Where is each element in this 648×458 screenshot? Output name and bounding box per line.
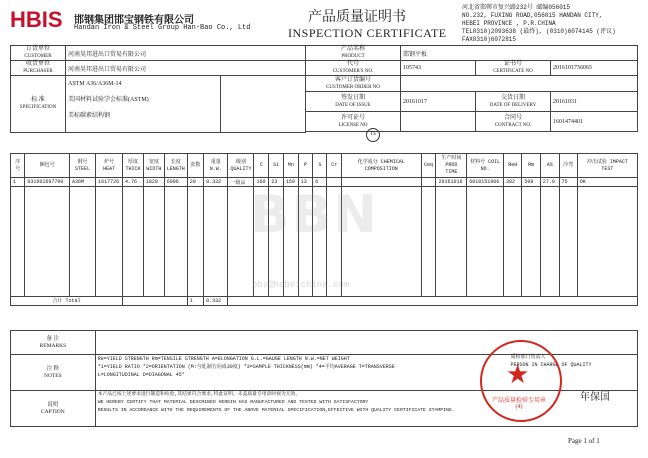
cell-p: 13 [298,178,313,187]
caption-line-1: 本产品已按上述要求进行制造和检验,其结果符合要求,特此证明。未盖质量专用章时视为无效。 [97,392,301,397]
cell-reh: 382 [504,178,522,187]
product-label: 产品名称 PRODUCT [306,46,401,61]
watermark-url: bbs@hebeichina.com [252,280,350,290]
th-pieces: 张数 [187,154,203,178]
hbis-logo [10,8,68,32]
cell-steel: A36M [69,178,95,187]
address-line-1: 河北省邯郸市复兴路232号 邮编056015 [462,4,571,11]
cell-s: 6 [313,178,327,187]
ts-mark: TS [366,128,380,142]
cell-quality: 一级品 [228,178,254,187]
notes-line-1: Re=YIELD STRENGTH Rm=TENSILE STRENGTH A=ELONGATION G.L.=GAUGE LENGTH N.W.=NET WEIGHT [97,356,350,362]
th-seq: 序号 [11,154,25,178]
cell-heat: 1617726 [96,178,123,187]
spec-label: 标 准 SPECIFICATION [11,76,66,133]
cell-length: 6096 [164,178,187,187]
cell-seq: 1 [11,178,25,187]
cell-width: 1829 [143,178,164,187]
cust-no-label: 代号 CUSTOMER'S NO. [306,61,401,76]
address-line-4: TEL0310)2093638 (最终), (0310)6074145 (评议) [462,28,616,35]
cell-bundle: 031601697700 [25,178,70,187]
notes-line-3: L=LONGITUDINAL D=DIAGONAL 45° [97,372,185,378]
purchaser-label: 收货单位 PURCHASER [11,61,66,76]
cell-a: 27.0 [540,178,559,187]
address-line-5: FAX0310)6072815 [462,36,517,43]
cust-order-label: 客户订货编号 CUSTOMER ORDER NO [306,76,401,92]
cell-weight: 8.332 [204,178,228,187]
totals-row [11,297,638,306]
th-chem: 化学成分 CHEMICAL COMPOSITION [342,154,422,178]
address-line-3: HEBEI PROVINCE , P.R.CHINA [462,20,556,27]
th-a: A% [540,154,559,178]
customer-value: 河南昊邦进出口贸易有限公司 [66,46,306,61]
watermark: BBN [250,185,379,245]
cell-thick: 4.76 [123,178,144,187]
license-label: 许可证号 LICENSE NO [306,112,401,132]
issue-label: 签发日期 DATE OF ISSUE [306,92,401,112]
th-weight: 重量 N.W. [204,154,228,178]
stamp-text: 产品质量检验专用章 (4) [491,398,546,410]
th-rm: Rm [522,154,540,178]
cell-rm: 509 [522,178,540,187]
cert-no-value: 2016101756065 [551,61,638,76]
remarks-value [95,331,637,355]
caption-label: 说明 CAPTION [11,391,96,427]
th-coil: 材料号 COIL NO. [467,154,504,178]
cell-pieces: 20 [187,178,203,187]
cust-no-value: 105743 [401,61,476,76]
th-width: 宽度 WIDTH [143,154,164,178]
notes-label: 注 释 NOTES [11,355,96,391]
spec-line-3: 美标碳素结构钢 [68,113,111,119]
stamp-star-icon: ★ [506,360,530,389]
contract-label: 合同号 CONTRACT NO. [476,112,551,132]
spec-value [66,76,221,133]
th-length: 长度 LENGTH [164,154,187,178]
th-impact: 冲击试验 IMPACT TEST [577,154,637,178]
cell-c: 160 [254,178,269,187]
th-p: P [298,154,313,178]
th-cr: Cr [327,154,342,178]
cell-ceq [421,178,436,187]
notes-line-2: *1=YIELD RATIO *2=ORIENTATION (M:与轧制方向成30度) *3=SAMPLE THICKNESS(mm) *4=平均AVERAGE T=TRANSVERSE [97,364,395,370]
totals-label: 合计 Total [11,297,123,306]
spec-line-1: ASTM A36/A36M-14 [68,81,122,87]
th-si: Si [269,154,284,178]
spec-line-2: 美国材料试验学会标准(ASTM) [68,97,149,103]
cust-order-value [401,76,638,92]
caption-line-2: WE HEREBY CERTIFY THAT MATERIAL DESCRIBED HEREIN HAS MANUFACTURED AND TESTED WITH SATISFACTORY [97,400,369,405]
purchaser-value: 河南昊邦进出口贸易有限公司 [66,61,306,76]
product-value: 邯钢平板 [401,46,638,61]
title-cn: 产品质量证明书 [308,10,406,25]
cell-si: 23 [269,178,284,187]
signature: 年保国 [580,392,610,403]
th-bend: 冷弯 [559,154,577,178]
logo-text: HBIS [10,7,63,32]
delivery-label: 交货日期 DATE OF DELIVERY [476,92,551,112]
th-prod: 生产时间 PROD TIME [436,154,467,178]
cell-bend: 75 [559,178,577,187]
title-en: INSPECTION CERTIFICATE [288,26,447,40]
issue-value: 20161017 [401,92,476,112]
cell-coil: 6010151906 [467,178,504,187]
delivery-value: 20161031 [551,92,638,112]
th-steel: 钢号 STEEL [69,154,95,178]
th-reh: ReH [504,154,522,178]
info-table [10,45,638,133]
cell-impact: OK [577,178,637,187]
th-c: C [254,154,269,178]
qr-area [221,76,306,133]
th-bundle: 捆包号 [25,154,70,178]
inspector-label-en: PERSON IN CHARGE OF QUALITY [510,361,592,368]
th-ceq: Ceq [421,154,436,178]
cell-mn: 159 [283,178,298,187]
cert-no-label: 证书号 CERTIFICATE NO [476,61,551,76]
license-value [401,112,476,132]
company-name-cn: 邯钢集团邯宝钢铁有限公司 [74,15,194,26]
contract-value: 1601474401 [551,112,638,132]
remarks-label: 备 注 REMARKS [11,331,96,355]
address-line-2: NO.232, FUXING ROAD,056015 HANDAN CITY, [462,12,603,19]
th-quality: 级别 QUALITY [228,154,254,178]
th-heat: 炉号 HEAT [96,154,123,178]
customer-label: 订货单位 CUSTOMER [11,46,66,61]
caption-line-3: RESULTS IN ACCORDANCE WITH THE REQUIREMENTS OF THE ABOVE MATERIAL SPECIFICATION,EFFECTIVE WITH QUALITY CERTIFICATE STAMPING. [97,408,455,413]
th-mn: Mn [283,154,298,178]
totals-weight: 8.332 [204,297,228,306]
totals-pieces: 1 [187,297,203,306]
company-name-en: Handan Iron & Steel Group Han-Bao Co., Ltd [74,24,251,32]
page-number: Page 1 of 1 [568,437,600,445]
inspector-label: 质检部门负责人 [510,353,546,360]
cell-prod: 20161016 [436,178,467,187]
th-thick: 厚度 THICK [123,154,144,178]
th-s: S [313,154,327,178]
